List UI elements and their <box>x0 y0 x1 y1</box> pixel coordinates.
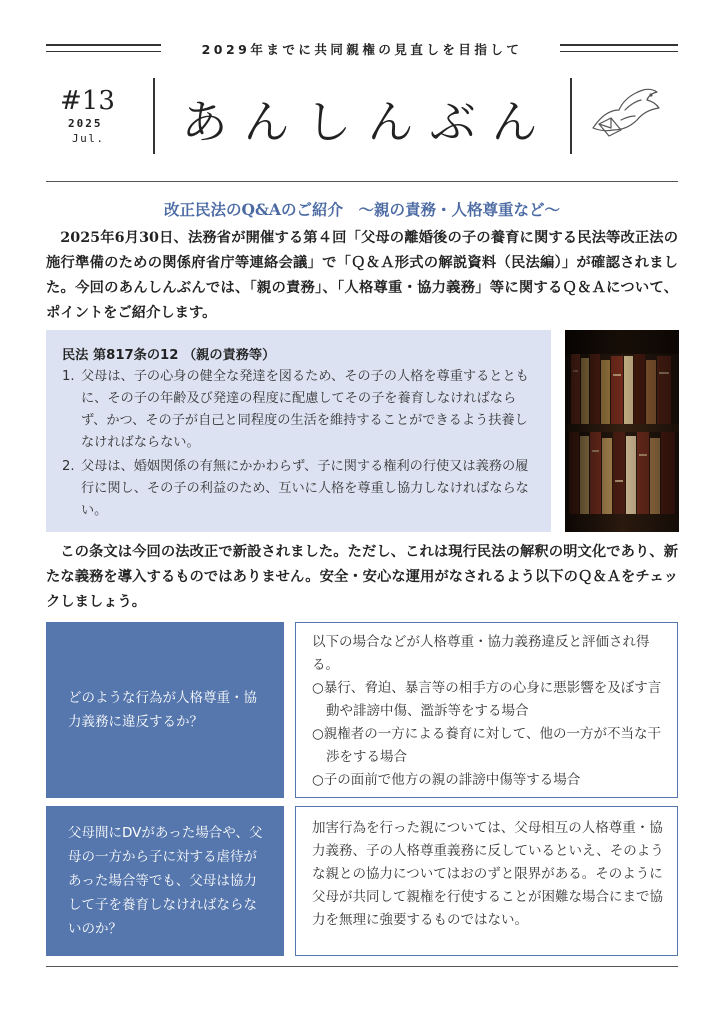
issue-month: Jul. <box>72 132 105 145</box>
law-item-text: 父母は、子の心身の健全な発達を図るため、その子の人格を尊重するとともに、その子の年齢及び発達の程度に配慮してその子を養育しなければならず、かつ、その子が自己と同程度の生活を維持することができるよう扶養しなければならない。 <box>81 369 529 450</box>
qa-answer-bullet: ○子の面前で他方の親の誹謗中傷等する場合 <box>312 772 581 788</box>
tagline: 2029年までに共同親権の見直しを目指して <box>201 42 523 57</box>
note-paragraph: この条文は今回の法改正で新設されました。ただし、これは現行民法の解釈の明文化であり、新たな義務を導入するものではありません。安全・安心な運用がなされるよう以下のＱ＆Ａをチェックしましょう。 <box>46 544 678 610</box>
bookshelf-photo <box>565 330 679 532</box>
qa-answer-text: 加害行為を行った親については、父母相互の人格尊重・協力義務、子の人格尊重義務に反しているといえ、そのような親との協力についてはおのずと限界がある。そのように父母が共同して親権を行使することが困難な場合にまで協力を無理に強要するものではない。 <box>312 820 664 928</box>
dove-with-letter-icon <box>585 80 665 144</box>
qa-question-text: 父母間にDVがあった場合や、父母の一方から子に対する虐待があった場合等でも、父母は協力して子を養育しなければならないのか？ <box>68 825 263 937</box>
header-rule-right <box>560 44 678 52</box>
qa-answer-text: 以下の場合などが人格尊重・協力義務違反と評価され得る。 <box>312 634 650 673</box>
qa-answer-bullet: ○親権者の一方による養育に対して、他の一方が不当な干渉をする場合 <box>312 726 662 765</box>
law-title: 民法 第817条の12 （親の責務等） <box>62 348 276 363</box>
header-rule-left <box>46 44 161 52</box>
masthead-divider-left <box>153 78 155 154</box>
qa-answer-box <box>295 806 678 956</box>
masthead-divider-right <box>570 78 572 154</box>
intro-paragraph: 2025年6月30日、法務省が開催する第４回「父母の離婚後の子の養育に関する民法等改正法の施行準備のための関係府省庁等連絡会議」で「Ｑ＆Ａ形式の解説資料（民法編）」が確認されました。今回のあんしんぶんでは、「親の責務」、「人格尊重・協力義務」等に関するＱ＆Ａについて、ポイントをご紹介します。 <box>46 230 678 321</box>
qa-question-box <box>46 806 284 956</box>
law-item-number: 1. <box>62 369 75 384</box>
qa-answer-bullet: ○暴行、脅迫、暴言等の相手方の心身に悪影響を及ぼす言動や誹謗中傷、濫訴等をする場合 <box>312 680 662 719</box>
qa-question-box <box>46 622 284 798</box>
qa-answer-box <box>295 622 678 798</box>
issue-year: 2025 <box>68 117 103 130</box>
article-headline: 改正民法のQ&Aのご紹介 ～親の責務・人格尊重など～ <box>163 200 561 219</box>
law-item <box>62 456 540 522</box>
footer-rule <box>46 966 678 967</box>
masthead-title: あんしんぶん <box>181 95 554 149</box>
qa-question-text: どのような行為が人格尊重・協力義務に違反するか？ <box>68 690 257 730</box>
law-item <box>62 366 540 454</box>
law-item-number: 2. <box>62 459 75 474</box>
header-bottom-rule <box>46 181 678 182</box>
law-item-text: 父母は、婚姻関係の有無にかかわらず、子に関する権利の行使又は義務の履行に関し、その子の利益のため、互いに人格を尊重し協力しなければならない。 <box>81 459 529 518</box>
issue-number: #13 <box>60 86 115 116</box>
